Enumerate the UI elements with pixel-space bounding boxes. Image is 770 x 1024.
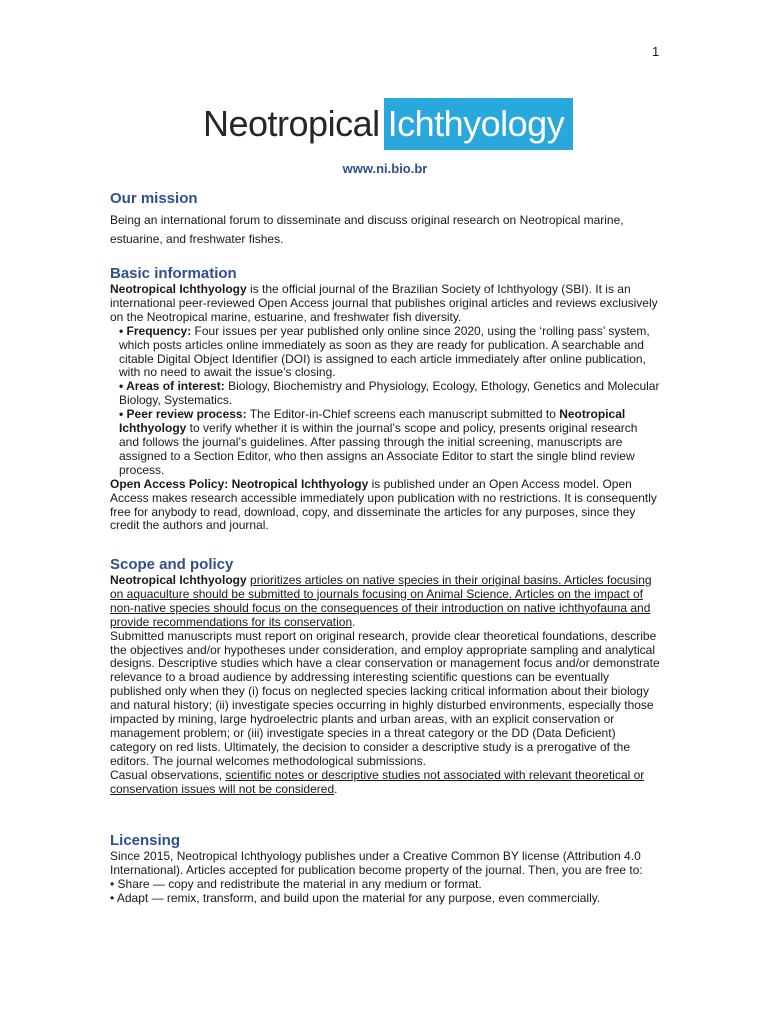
areas-label: • Areas of interest: (119, 379, 225, 394)
scope-paragraph-1 (110, 574, 660, 630)
scope-p3-underlined: scientific notes or descriptive studies not associated with relevant theoretical or conservation issues will not be considered (110, 767, 645, 796)
open-access-paragraph (110, 478, 660, 534)
mission-text: Being an international forum to disseminate and discuss original research on Neotropical marine, estuarine, and freshwater fishes. (110, 213, 624, 246)
scope-heading: Scope and policy (110, 556, 234, 573)
scope-p3-start: Casual observations, (110, 767, 226, 782)
scope-paragraph-2: Submitted manuscripts must report on original research, provide clear theoretical foundations, describe the objectives and/or hypotheses under consideration, and employ appropriate sampling and analytical designs. Descriptive studies which have a clear conservation or management focus and/or demonstrate relevance to a broad audience by addressing interesting scientific questions can be eventually published only when they (i) focus on neglected species lacking critical information about their biology and natural history; (ii) investigate species occurring in highly disturbed environments, especially those impacted by mining, large hydroelectric plants and urban areas, with an explicit conservation or management problem; or (iii) investigate species in a threat category or the DD (Data Deficient) category on red lists. Ultimately, the decision to consider a descriptive study is a prerogative of the editors. The journal welcomes methodological submissions. (110, 628, 660, 768)
scope-section (110, 556, 660, 797)
open-access-label: Open Access Policy: Neotropical Ichthyology (110, 476, 369, 491)
areas-text: Biology, Biochemistry and Physiology, Ecology, Ethology, Genetics and Molecular Biology, Systematics. (119, 379, 660, 408)
licensing-heading: Licensing (110, 832, 181, 849)
journal-url-link[interactable]: www.ni.bio.br (342, 161, 428, 176)
mission-section (110, 190, 660, 249)
scope-period: . (352, 614, 356, 629)
basic-intro-text: is the official journal of the Brazilian Society of Ichthyology (SBI). It is an international peer-reviewed Open Access journal that publishes original articles and reviews exclusively on the Neotropical marine, estuarine, and freshwater fish diversity. (110, 282, 658, 324)
logo-text-neotropical: Neotropical (203, 103, 380, 144)
areas-item (110, 380, 660, 408)
frequency-label: • Frequency: (119, 323, 192, 338)
licensing-section (110, 832, 660, 906)
review-label: • Peer review process: (119, 407, 247, 422)
review-journal-bold: Neotropical Ichthyology (119, 407, 626, 436)
licensing-text: Since 2015, Neotropical Ichthyology publishes under a Creative Common BY license (Attribution 4.0 International). Articles accepted for publication become property of the journal. Then, you are free to: (110, 849, 643, 877)
scope-p3-end: . (334, 781, 338, 796)
mission-heading: Our mission (110, 190, 198, 207)
basic-intro-paragraph (110, 283, 660, 325)
frequency-item (110, 325, 660, 381)
scope-journal-bold: Neotropical Ichthyology (110, 573, 247, 587)
logo-text-ichthyology: Ichthyology (384, 98, 574, 150)
scope-underlined-text: prioritizes articles on native species in their original basins. Articles focusing on aquaculture should be submitted to journals focusing on Animal Science. Articles on the impact of non-native species should focus on the consequences of their introduction on native ichthyofauna and provide recommendations for its conservation (110, 573, 652, 629)
frequency-text: Four issues per year published only online since 2020, using the ‘rolling pass’ system, which posts articles online immediately as soon as they are ready for publication. A searchable and citable Digital Object Identifier (DOI) is assigned to each article immediately after online publication, with no need to await the issue’s closing. (119, 323, 650, 380)
journal-logo (203, 98, 573, 150)
licensing-bullet-adapt: • Adapt — remix, transform, and build upon the material for any purpose, even commercially. (110, 890, 601, 905)
review-item (110, 408, 660, 478)
journal-name-bold: Neotropical Ichthyology (110, 282, 247, 296)
scope-paragraph-3 (110, 769, 660, 797)
open-access-text: is published under an Open Access model. Open Access makes research accessible immediately upon publication with no restrictions. It is consequently free for anybody to read, download, copy, and disseminate the articles for any purposes, since they credit the authors and journal. (110, 476, 657, 533)
basic-info-heading: Basic information (110, 265, 237, 282)
page-number: 1 (652, 44, 660, 59)
basic-info-section (110, 265, 660, 533)
review-text-2: to verify whether it is within the journal’s scope and policy, presents original research and follows the journal’s guidelines. After passing through the initial screening, manuscripts are assigned to a Section Editor, who then assigns an Associate Editor to start the single blind review process. (119, 421, 638, 477)
licensing-bullet-share: • Share — copy and redistribute the material in any medium or format. (110, 876, 482, 891)
review-text-1: The Editor-in-Chief screens each manuscript submitted to (246, 407, 560, 422)
